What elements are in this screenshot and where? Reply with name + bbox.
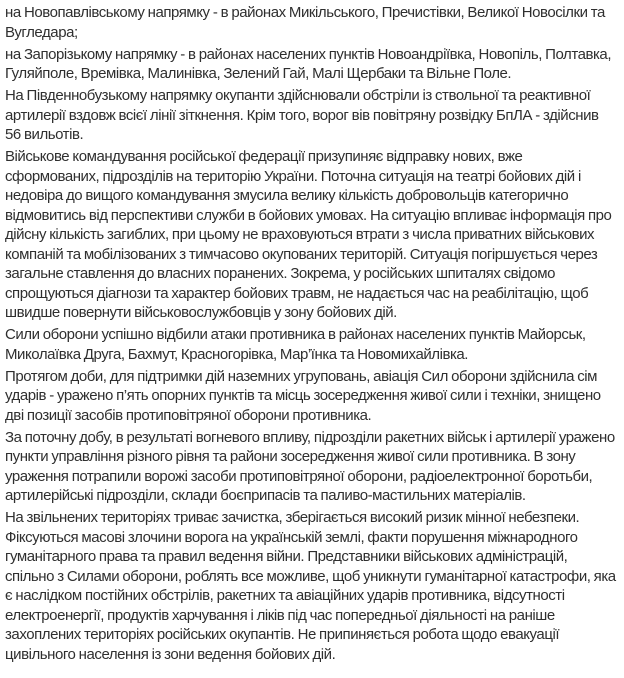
- paragraph: на Новопавлівському напрямку - в районах Микільського, Пречистівки, Великої Новосілки та Вугледара;: [5, 4, 605, 41]
- paragraph: За поточну добу, в результаті вогневого впливу, підрозділи ракетних військ і артилерії уражено пункти управління різного рівня та райони зосередження живої сили противника. В зону ураження потрапили ворожі засоби протиповітряної оборони, радіоелектронної боротьби, артилерійські підрозділи, склади боєприпасів та паливо-мастильних матеріалів.: [5, 428, 615, 504]
- paragraph: Сили оборони успішно відбили атаки противника в районах населених пунктів Майорськ, Миколаївка Друга, Бахмут, Красногорівка, Мар’їнка та Новомихайлівка.: [5, 326, 586, 363]
- paragraph: Протягом доби, для підтримки дій наземних угруповань, авіація Сил оборони здійснила сім ударів - уражено п’ять опорних пунктів та місць зосередження живої сили і техніки, знищено дві позиції засобів протиповітряної оборони противника.: [5, 367, 601, 424]
- paragraph-list: [5, 3, 617, 664]
- paragraph: Військове командування російської федерації призупиняє відправку нових, вже сформованих, підрозділів на територію України. Поточна ситуація на театрі бойових дій і недовіра до вищого командування змусила велику кількість добровольців категорично відмовитись від перспективи служби в бойових умовах. На ситуацію впливає інформація про дійсну кількість загиблих, при цьому не враховуються втрати з числа приватних військових компаній та мобілізованих з тимчасово окупованих територій. Ситуація погіршується через загальне ставлення до власних поранених. Зокрема, у російських шпиталях свідомо спрощуються діагнози та характер бойових травм, не надається час на реабілітацію, щоб швидше повернути військовослужбовців у зону бойових дій.: [5, 148, 612, 321]
- paragraph: На звільнених територіях триває зачистка, зберігається високий ризик мінної небезпеки. Фіксуються масові злочини ворога на українській землі, факти порушення міжнародного гуманітарного права та правил ведення війни. Представники військових адміністрацій, спільно з Силами оборони, роблять все можливе, щоб уникнути гуманітарної катастрофи, яка є наслідком постійних обстрілів, ракетних та авіаційних ударів противника, відсутності електроенергії, продуктів харчування і ліків під час попередньої діяльності на раніше захоплених територіях російських окупантів. Не припиняється робота щодо евакуації цивільного населення із зони ведення бойових дій.: [5, 509, 616, 663]
- paragraph: на Запорізькому напрямку - в районах населених пунктів Новоандріївка, Новопіль, Полтавка, Гуляйполе, Времівка, Малинівка, Зелений Гай, Малі Щербаки та Вільне Поле.: [5, 45, 612, 82]
- paragraph: На Південнобузькому напрямку окупанти здійснювали обстріли із ствольної та реактивної артилерії вздовж всієї лінії зіткнення. Крім того, ворог вів повітряну розвідку БпЛА - здійснив 56 вильотів.: [5, 87, 599, 143]
